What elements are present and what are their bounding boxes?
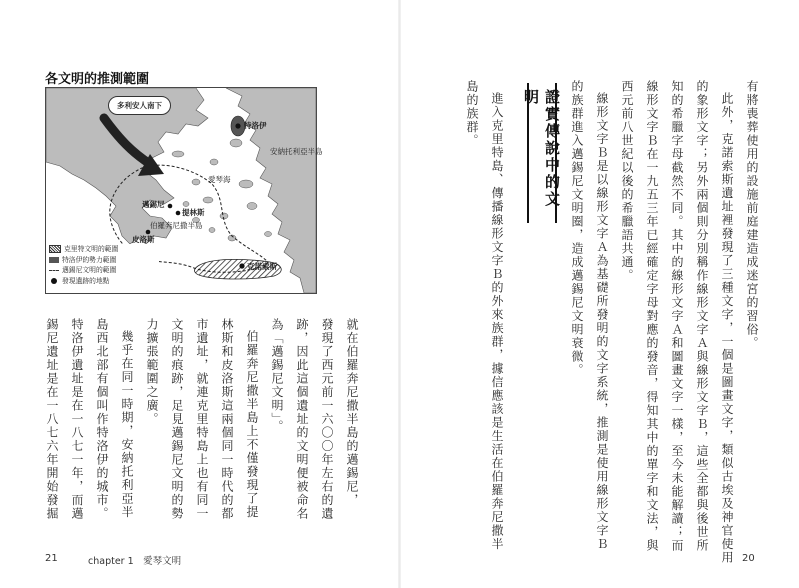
tiryns-dot — [176, 211, 181, 216]
page-number-left: 21 — [45, 553, 58, 564]
left-body-col-4: 為「邁錫尼文明」。 — [270, 318, 284, 434]
right-body-col-7: 線形文字Ｂ是以線形文字Ａ為基礎所發明的文字系統，推測是使用線形文字Ｂ — [595, 92, 609, 551]
left-body-col-3: 跡，因此這個遺址的文明便被命名 — [295, 318, 309, 521]
left-body-col-8: 文明的痕跡，足見邁錫尼文明的勢 — [170, 318, 184, 521]
page-gutter — [398, 0, 401, 588]
pylos-dot — [146, 230, 151, 235]
legend-row-mycenaean: 邁錫尼文明的範圍 — [49, 265, 159, 276]
left-body-col-11: 島西北部有個叫作特洛伊的城市。 — [95, 318, 109, 521]
left-body-col-13: 錫尼遺址是在一八七六年開始發掘 — [45, 318, 59, 521]
map-title: 各文明的推測範圍 — [45, 72, 150, 87]
tiryns-label: 提林斯 — [182, 208, 205, 217]
right-body-col-8: 的族群進入邁錫尼文明圈，造成邁錫尼文明衰微。 — [570, 80, 584, 377]
right-body-col-4: 知的希臘字母截然不同。其中的線形文字Ａ和圖畫文字一樣，至今未能解讀；而 — [670, 80, 684, 553]
troy-dot — [235, 123, 240, 128]
map-figure — [45, 87, 323, 294]
legend-row-minoan: 克里特文明的範圍 — [49, 244, 159, 255]
left-body-col-12: 特洛伊遺址是在一八七一年，而邁 — [70, 318, 84, 521]
section-heading: 證實傳說中的文明 — [527, 83, 557, 223]
mycenae-dot — [168, 204, 173, 209]
troy-label: 特洛伊 — [244, 121, 267, 130]
left-body-col-5: 伯羅奔尼撒半島上不僅發現了提 — [245, 330, 259, 519]
left-body-col-10: 幾乎在同一時期，安納托利亞半 — [120, 330, 134, 519]
site-dot-icon — [51, 278, 57, 284]
right-body-col-10: 島的族群。 — [465, 80, 479, 148]
dashed-line-icon — [49, 270, 59, 271]
anatolia-label: 安納托利亞半島 — [270, 147, 323, 156]
right-body-col-9: 進入克里特島、傳播線形文字Ｂ的外來族群，據信應該是生活在伯羅奔尼撒半 — [490, 92, 504, 551]
hatch-swatch-icon — [49, 245, 61, 253]
mycenae-label: 邁錫尼 — [142, 200, 165, 209]
left-body-col-9: 力擴張範圍之廣。 — [145, 318, 159, 426]
right-body-col-6: 西元前八世紀以後的希臘語共通。 — [620, 80, 634, 283]
page-number-right: 20 — [742, 553, 755, 564]
right-body-col-5: 線形文字Ｂ在一九五三年已經確定字母對應的發音，得知其中的單字和文法，與 — [645, 80, 659, 553]
right-body-col-2: 此外，克諾索斯遺址裡發現了三種文字，一個是圖畫文字，類似古埃及神官使用 — [720, 92, 734, 565]
left-body-col-6: 林斯和皮洛斯這兩個同一時代的都 — [220, 318, 234, 521]
knossos-label: 克諾索斯 — [247, 262, 277, 271]
left-body-col-1: 就在伯羅奔尼撒半島的邁錫尼， — [345, 318, 359, 507]
legend-row-sites: 發現遺跡的地點 — [49, 276, 159, 287]
peloponnese-label: 伯羅奔尼撒半島 — [150, 221, 203, 230]
aegean-label: 愛琴海 — [208, 175, 231, 184]
map-legend — [49, 244, 159, 286]
right-body-col-3: 的象形文字；另外兩個則分別稱作線形文字Ａ與線形文字Ｂ，這些全都與後世所 — [695, 80, 709, 553]
running-head: chapter 1 愛琴文明 — [88, 556, 182, 567]
right-body-col-1: 有將喪葬使用的設施前庭建造成迷宮的習俗。 — [745, 80, 759, 350]
pylos-label: 皮洛斯 — [132, 235, 155, 244]
left-body-col-2: 發現了西元前一六〇〇年左右的遺 — [320, 318, 334, 521]
left-body-col-7: 市遺址，就連克里特島上也有同一 — [195, 318, 209, 521]
knossos-dot — [239, 263, 244, 268]
dorian-callout: 多利安人南下 — [108, 96, 171, 115]
solid-swatch-icon — [49, 257, 59, 263]
legend-row-troy: 特洛伊的勢力範圍 — [49, 255, 159, 266]
